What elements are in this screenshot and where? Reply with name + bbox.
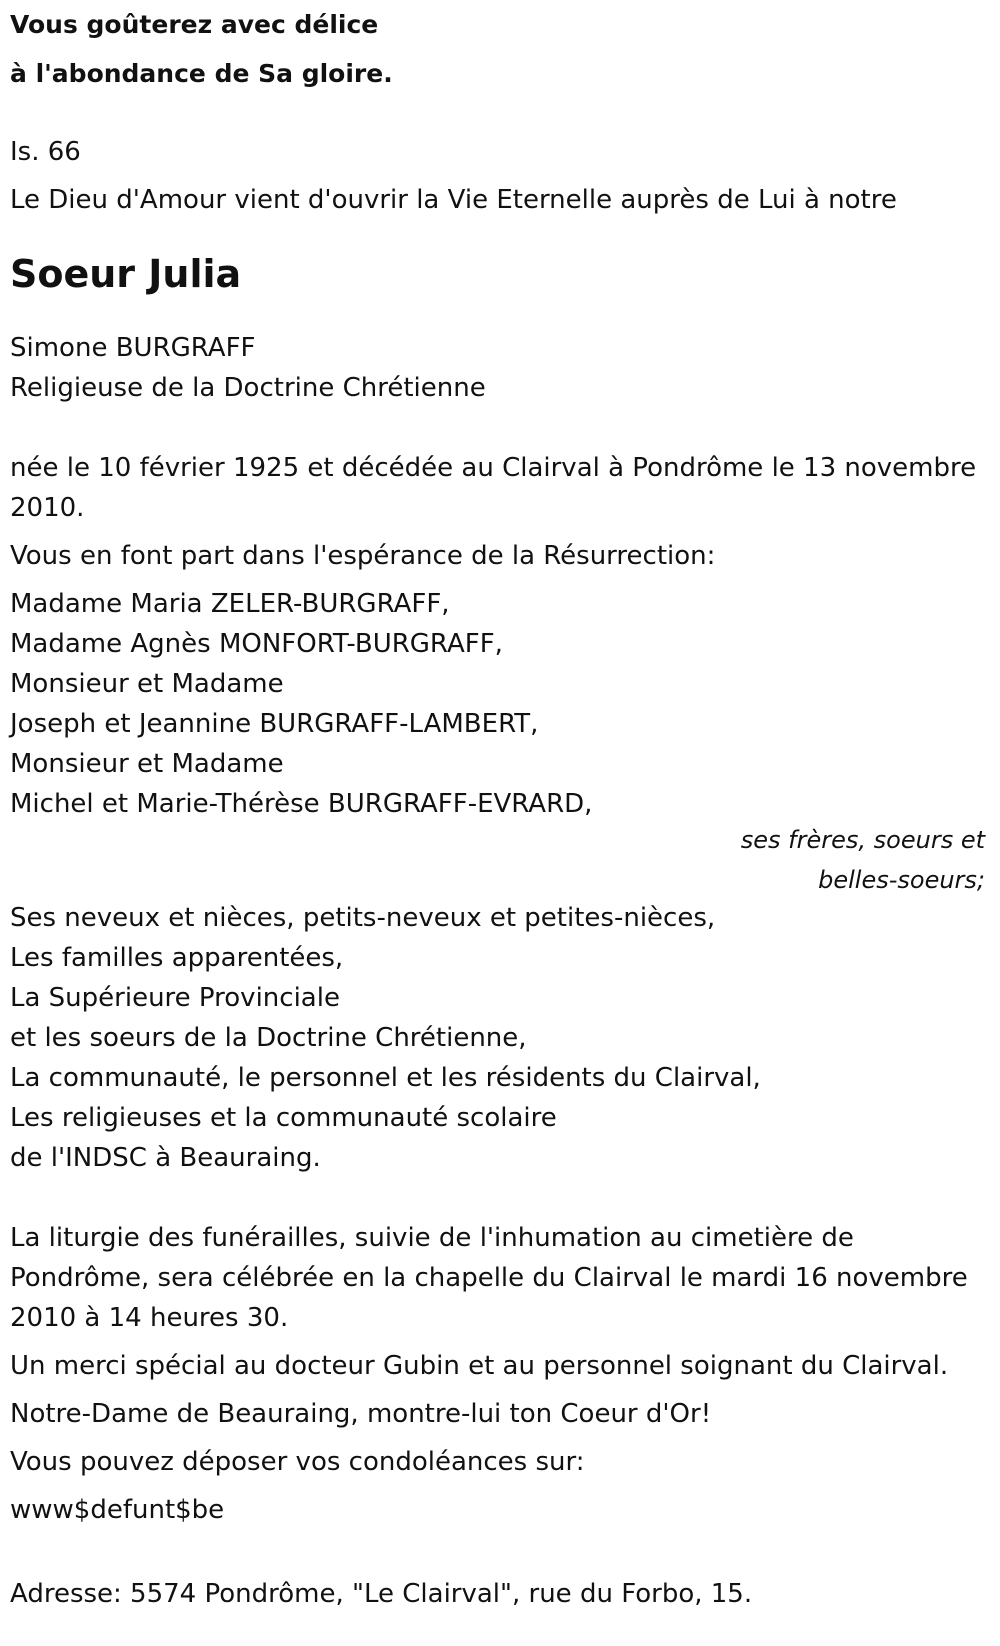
dates-line-1: née le 10 février 1925 et décédée au Clairval à Pondrôme le 13 novembre: [10, 453, 977, 483]
family-member: Madame Maria ZELER-BURGRAFF,: [10, 589, 450, 619]
family-member: Monsieur et Madame: [10, 749, 284, 779]
verse-line-2: à l'abondance de Sa gloire.: [10, 59, 393, 88]
others-item: La Supérieure Provinciale: [10, 983, 340, 1013]
funeral-details: [10, 1218, 990, 1338]
funeral-line: 2010 à 14 heures 30.: [10, 1303, 289, 1333]
family-member: Joseph et Jeannine BURGRAFF-LAMBERT,: [10, 709, 539, 739]
others-item: Ses neveux et nièces, petits-neveux et petites-nièces,: [10, 903, 716, 933]
family-member: Michel et Marie-Thérèse BURGRAFF-EVRARD,: [10, 789, 593, 819]
prayer-text: Notre-Dame de Beauraing, montre-lui ton Coeur d'Or!: [10, 1399, 712, 1429]
condolences-website[interactable]: www$defunt$be: [10, 1495, 225, 1525]
others-item: Les familles apparentées,: [10, 943, 344, 973]
dates: [10, 448, 990, 528]
family-note-line-1: ses frères, soeurs et: [740, 826, 985, 854]
funeral-line: La liturgie des funérailles, suivie de l'inhumation au cimetière de: [10, 1223, 854, 1253]
thanks-text: Un merci spécial au docteur Gubin et au personnel soignant du Clairval.: [10, 1351, 949, 1381]
scripture-verse: [10, 0, 990, 98]
verse-line-1: Vous goûterez avec délice: [10, 10, 379, 39]
others-item: et les soeurs de la Doctrine Chrétienne,: [10, 1023, 527, 1053]
family-note-line-2: belles-soeurs;: [818, 866, 985, 894]
others-item: Les religieuses et la communauté scolaire: [10, 1103, 557, 1133]
congregation: Religieuse de la Doctrine Chrétienne: [10, 373, 486, 403]
funeral-line: Pondrôme, sera célébrée en la chapelle du Clairval le mardi 16 novembre: [10, 1263, 968, 1293]
others-item: de l'INDSC à Beauraing.: [10, 1143, 321, 1173]
intro-text: Le Dieu d'Amour vient d'ouvrir la Vie Eternelle auprès de Lui à notre: [10, 185, 897, 215]
obituary-notice: [10, 0, 990, 1614]
condolences-label: Vous pouvez déposer vos condoléances sur:: [10, 1447, 585, 1477]
family-member: Monsieur et Madame: [10, 669, 284, 699]
announcement: Vous en font part dans l'espérance de la Résurrection:: [10, 541, 716, 571]
family-relation-note: [10, 820, 985, 900]
civil-name: Simone BURGRAFF: [10, 333, 256, 363]
others-item: La communauté, le personnel et les résidents du Clairval,: [10, 1063, 761, 1093]
others-list: [10, 898, 990, 1178]
dates-line-2: 2010.: [10, 493, 85, 523]
scripture-reference: Is. 66: [10, 137, 81, 167]
family-member: Madame Agnès MONFORT-BURGRAFF,: [10, 629, 503, 659]
deceased-name: Soeur Julia: [10, 252, 242, 296]
family-list: [10, 584, 990, 824]
address: Adresse: 5574 Pondrôme, "Le Clairval", rue du Forbo, 15.: [10, 1579, 753, 1609]
